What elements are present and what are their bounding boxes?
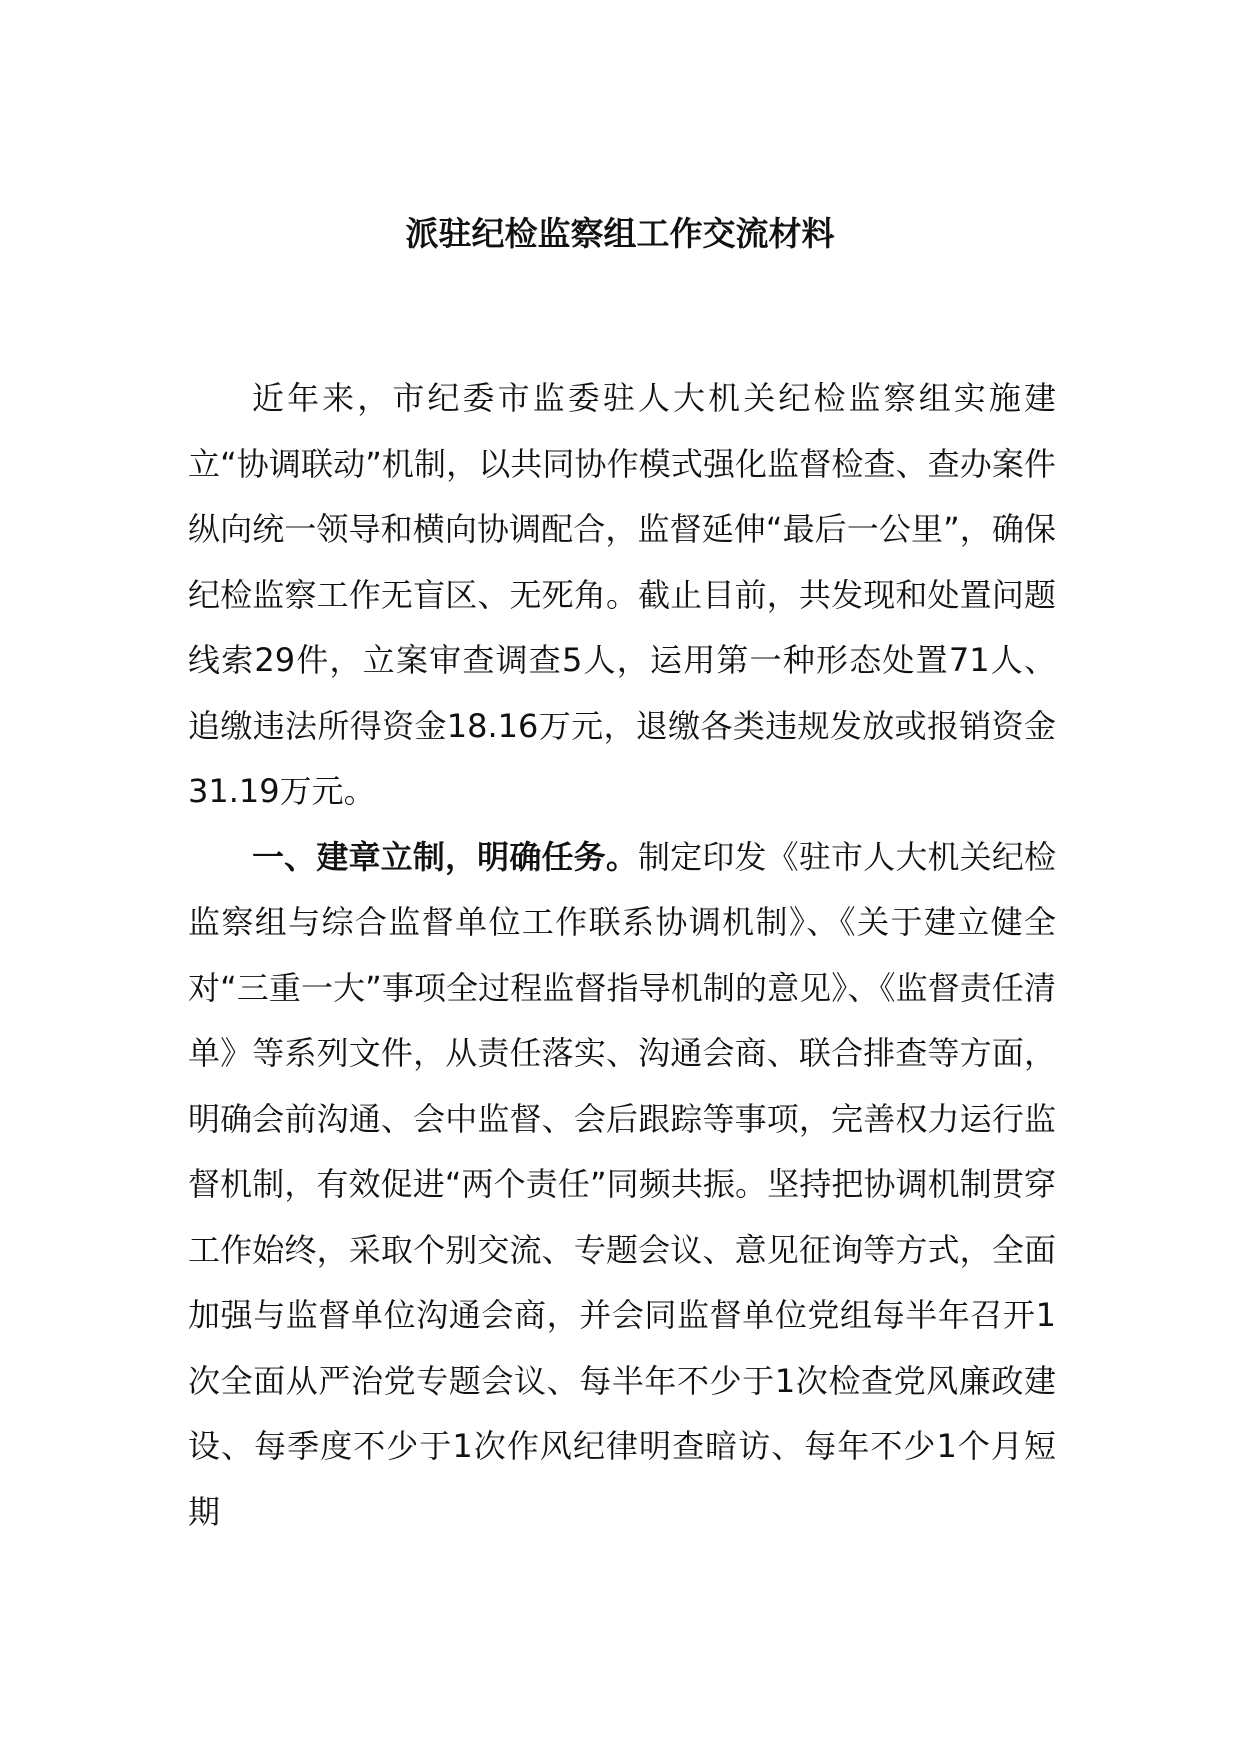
paragraph-intro — [188, 366, 1056, 825]
paragraph-section-one — [188, 825, 1056, 1546]
document-title: 派驻纪检监察组工作交流材料 — [405, 214, 835, 253]
section-one-text: 制定印发《驻市人大机关纪检监察组与综合监督单位工作联系协调机制》、《关于建立健全对“三重一大”事项全过程监督指导机制的意见》、《监督责任清单》等系列文件，从责任落实、沟通会商、联合排查等方面，明确会前沟通、会中监督、会后跟踪等事项，完善权力运行监督机制，有效促进“两个责任”同频共振。坚持把协调机制贯穿工作始终，采取个别交流、专题会议、意见征询等方式，全面加强与监督单位沟通会商，并会同监督单位党组每半年召开1次全面从严治党专题会议、每半年不少于1次检查党风廉政建设、每季度不少于1次作风纪律明查暗访、每年不少1个月短期 — [188, 837, 1056, 1531]
section-one-heading: 一、建章立制，明确任务。 — [252, 837, 638, 876]
document-body — [188, 366, 1056, 1545]
paragraph-intro-text: 近年来，市纪委市监委驻人大机关纪检监察组实施建立“协调联动”机制，以共同协作模式强化监督检查、查办案件纵向统一领导和横向协调配合，监督延伸“最后一公里”，确保纪检监察工作无盲区、无死角。截止目前，共发现和处置问题线索29件，立案审查调查5人，运用第一种形态处置71人、追缴违法所得资金18.16万元，退缴各类违规发放或报销资金31.19万元。 — [188, 379, 1056, 810]
